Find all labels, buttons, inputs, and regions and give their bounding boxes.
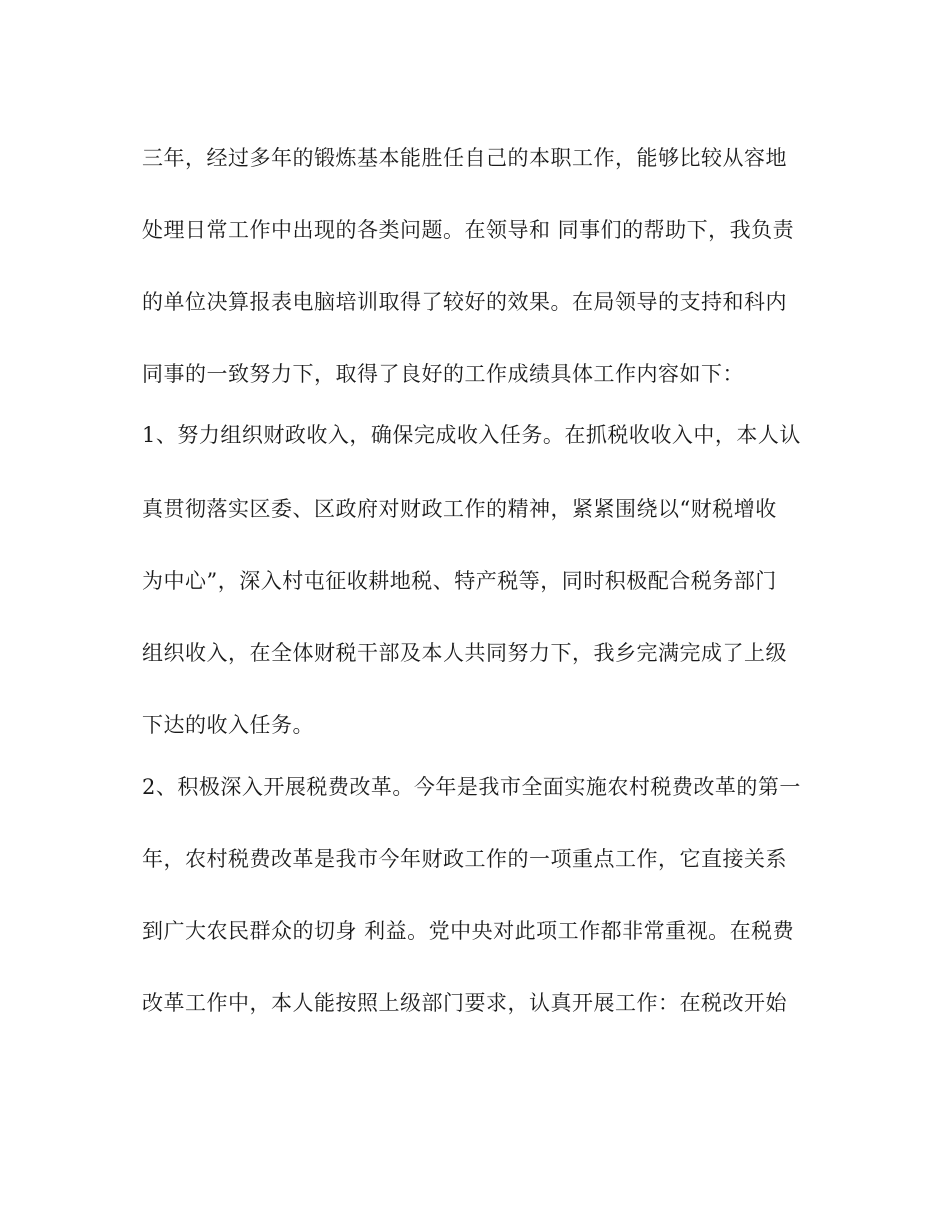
text-line: 改革工作中，本人能按照上级部门要求，认真开展工作：在税改开始 — [142, 991, 787, 1015]
text-line: 的单位决算报表电脑培训取得了较好的效果。在局领导的支持和科内 — [142, 290, 787, 314]
text-line: 下达的收入任务。 — [142, 713, 314, 737]
text-line: 真贯彻落实区委、区政府对财政工作的精神，紧紧围绕以“财税增收 — [142, 497, 777, 521]
list-item-2-line: 2、积极深入开展税费改革。今年是我市全面实施农村税费改革的第一 — [142, 775, 801, 799]
text-line: 处理日常工作中出现的各类问题。在领导和 同事们的帮助下，我负责 — [142, 218, 795, 242]
text-line: 组织收入，在全体财税干部及本人共同努力下，我乡完满完成了上级 — [142, 641, 787, 665]
list-item-1-line: 1、努力组织财政收入，确保完成收入任务。在抓税收收入中，本人认 — [142, 423, 801, 447]
text-line: 同事的一致努力下，取得了良好的工作成绩具体工作内容如下： — [142, 362, 744, 386]
text-line: 为中心”，深入村屯征收耕地税、特产税等，同时积极配合税务部门 — [142, 569, 777, 593]
text-line: 年，农村税费改革是我市今年财政工作的一项重点工作，它直接关系 — [142, 847, 787, 871]
text-line: 三年，经过多年的锻炼基本能胜任自己的本职工作，能够比较从容地 — [142, 146, 787, 170]
text-line: 到广大农民群众的切身 利益。党中央对此项工作都非常重视。在税费 — [142, 919, 795, 943]
